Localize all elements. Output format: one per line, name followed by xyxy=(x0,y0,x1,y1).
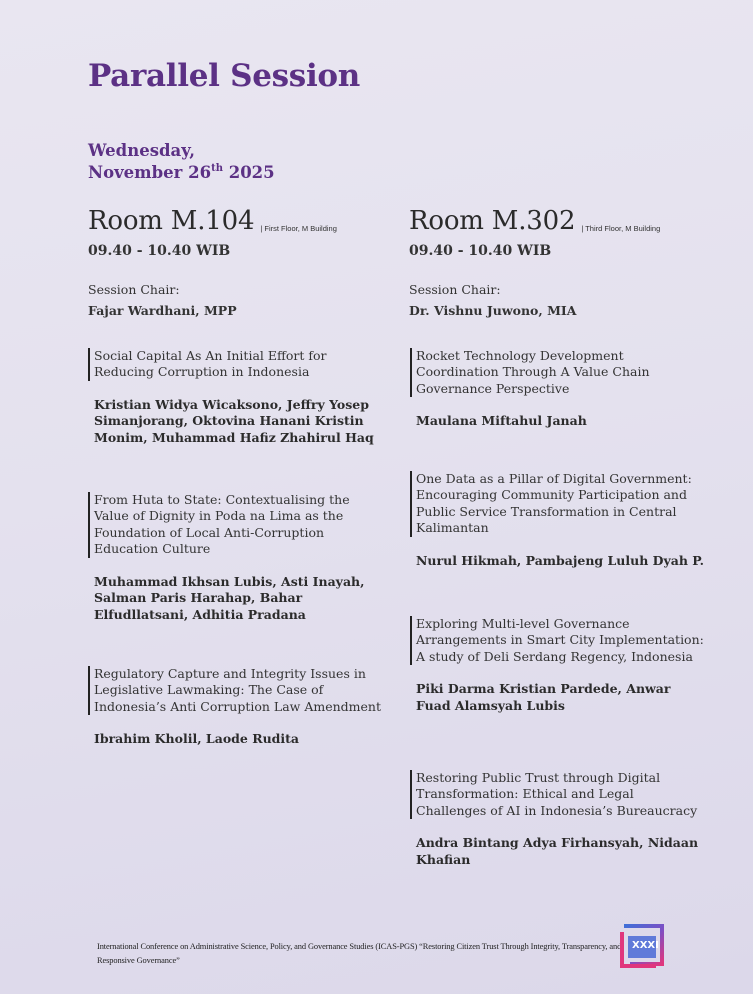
date-weekday: Wednesday, xyxy=(88,141,195,160)
room-column-m104 xyxy=(88,200,388,321)
room-column-m302 xyxy=(409,200,709,321)
room-location: | Third Floor, M Building xyxy=(581,224,661,233)
page-title: Parallel Session xyxy=(88,58,361,94)
paper-authors: Nurul Hikmah, Pambajeng Luluh Dyah P. xyxy=(416,552,704,568)
paper-entry xyxy=(88,492,383,623)
paper-entry xyxy=(88,348,383,447)
paper-entry xyxy=(410,616,705,714)
paper-authors: Maulana Miftahul Janah xyxy=(416,413,587,429)
paper-title: Restoring Public Trust through Digital Transformation: Ethical and Legal Challenges of AI in Indonesia’s Bureaucracy xyxy=(410,770,705,819)
session-chair-label: Session Chair: xyxy=(88,282,180,297)
session-chair-name: Dr. Vishnu Juwono, MIA xyxy=(409,303,577,318)
paper-title: Rocket Technology Development Coordination Through A Value Chain Governance Perspective xyxy=(410,348,705,397)
paper-authors: Ibrahim Kholil, Laode Rudita xyxy=(94,731,300,747)
paper-entry xyxy=(410,770,705,868)
room-name: Room M.104 xyxy=(88,206,255,236)
paper-authors: Kristian Widya Wicaksono, Jeffry Yosep Simanjorang, Oktovina Hanani Kristin Monim, Muhammad Hafiz Zhahirul Haq xyxy=(94,396,374,445)
paper-title: From Huta to State: Contextualising the Value of Dignity in Poda na Lima as the Foundation of Local Anti-Corruption Education Culture xyxy=(88,492,383,558)
conference-logo xyxy=(620,924,666,968)
session-time: 09.40 - 10.40 WIB xyxy=(88,243,231,259)
logo-text: XXXI xyxy=(632,940,659,951)
paper-entry xyxy=(410,471,705,569)
paper-authors: Muhammad Ikhsan Lubis, Asti Inayah, Salman Paris Harahap, Bahar Elfudllatsani, Adhitia Pradana xyxy=(94,573,365,622)
paper-title: Exploring Multi-level Governance Arrangements in Smart City Implementation: A study of Deli Serdang Regency, Indonesia xyxy=(410,616,705,665)
room-header xyxy=(88,200,388,236)
room-name: Room M.302 xyxy=(409,206,576,236)
room-header xyxy=(409,200,709,236)
date-full: November 26th 2025 xyxy=(88,162,275,182)
paper-title: Social Capital As An Initial Effort for Reducing Corruption in Indonesia xyxy=(88,348,383,381)
session-time: 09.40 - 10.40 WIB xyxy=(409,243,552,259)
paper-authors: Piki Darma Kristian Pardede, Anwar Fuad Alamsyah Lubis xyxy=(416,681,671,713)
paper-authors: Andra Bintang Adya Firhansyah, Nidaan Khafian xyxy=(416,835,699,867)
paper-title: One Data as a Pillar of Digital Government: Encouraging Community Participation and Public Service Transformation in Central Kalimantan xyxy=(410,471,705,537)
session-date xyxy=(88,140,275,184)
paper-entry xyxy=(88,666,383,748)
footer-conference-text: International Conference on Administrative Science, Policy, and Governance Studies (ICAS-PGS) “Restoring Citizen Trust Through Integrity, Transparency, and Responsive Governance” xyxy=(97,942,622,965)
paper-entry xyxy=(410,348,705,430)
room-location: | First Floor, M Building xyxy=(260,224,337,233)
session-chair-name: Fajar Wardhani, MPP xyxy=(88,303,237,318)
session-chair-label: Session Chair: xyxy=(409,282,501,297)
paper-title: Regulatory Capture and Integrity Issues in Legislative Lawmaking: The Case of Indonesia’s Anti Corruption Law Amendment xyxy=(88,666,383,715)
